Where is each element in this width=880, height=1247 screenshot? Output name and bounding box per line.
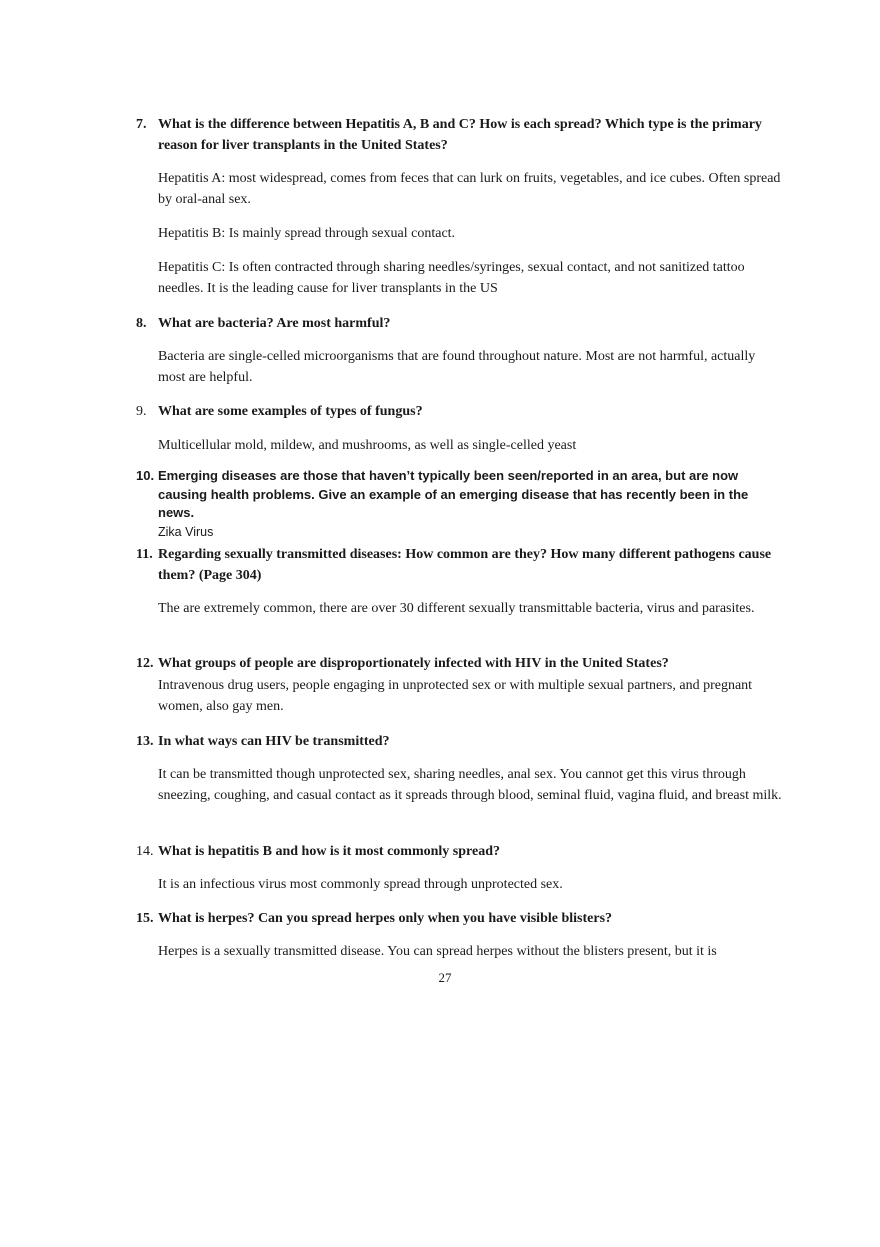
- question-8: [136, 313, 776, 334]
- page-number: 27: [438, 970, 452, 985]
- question-text: In what ways can HIV be transmitted?: [158, 734, 390, 749]
- question-text: What are bacteria? Are most harmful?: [158, 316, 391, 331]
- question-number: 9.: [136, 404, 147, 419]
- question-number: 14.: [136, 844, 154, 859]
- answer-paragraph: It is an infectious virus most commonly spread through unprotected sex.: [158, 877, 563, 892]
- question-14: [136, 841, 776, 862]
- answer-paragraph: Herpes is a sexually transmitted disease. You can spread herpes without the blisters present, but it is: [158, 944, 717, 959]
- question-7: [136, 114, 776, 156]
- answer-paragraph: Zika Virus: [158, 525, 214, 539]
- question-text: What are some examples of types of fungus?: [158, 404, 423, 419]
- question-text: What is herpes? Can you spread herpes only when you have visible blisters?: [158, 911, 613, 926]
- question-15: [136, 908, 776, 929]
- answer-paragraph: Multicellular mold, mildew, and mushrooms, as well as single-celled yeast: [158, 438, 577, 453]
- question-text: What is hepatitis B and how is it most commonly spread?: [158, 844, 501, 859]
- question-number: 13.: [136, 734, 154, 749]
- answer-paragraph: Bacteria are single-celled microorganisms that are found throughout nature. Most are not harmful, actually most are helpful.: [158, 349, 756, 385]
- question-number: 8.: [136, 316, 147, 331]
- question-11: [136, 544, 776, 586]
- answer-paragraph: Intravenous drug users, people engaging in unprotected sex or with multiple sexual partners, and pregnant women, also gay men.: [158, 678, 753, 714]
- question-text: What is the difference between Hepatitis A, B and C? How is each spread? Which type is the primary reason for liver transplants in the United States?: [158, 117, 762, 153]
- question-number: 12.: [136, 656, 154, 671]
- question-number: 15.: [136, 911, 154, 926]
- question-text: What groups of people are disproportionately infected with HIV in the United States?: [158, 656, 669, 671]
- question-text: Regarding sexually transmitted diseases: How common are they? How many different pathogens cause them? (Page 304): [158, 547, 772, 583]
- answer-paragraph: Hepatitis A: most widespread, comes from feces that can lurk on fruits, vegetables, and ice cubes. Often spread by oral-anal sex.: [158, 171, 781, 207]
- answer-paragraph: The are extremely common, there are over 30 different sexually transmittable bacteria, virus and parasites.: [158, 601, 755, 616]
- answer-paragraph: Hepatitis B: Is mainly spread through sexual contact.: [158, 226, 456, 241]
- question-number: 10.: [136, 468, 155, 483]
- answer-paragraph: Hepatitis C: Is often contracted through sharing needles/syringes, sexual contact, and not sanitized tattoo needles. It is the leading cause for liver transplants in the US: [158, 260, 745, 296]
- question-number: 7.: [136, 117, 147, 132]
- question-text: Emerging diseases are those that haven’t typically been seen/reported in an area, but are now causing health problems. Give an example of an emerging disease that has recently been in the news.: [158, 468, 749, 520]
- question-number: 11.: [136, 547, 153, 562]
- answer-paragraph: It can be transmitted though unprotected sex, sharing needles, anal sex. You cannot get this virus through sneezing, coughing, and casual contact as it spreads through blood, seminal fluid, vagina fluid, and breast milk.: [158, 767, 782, 803]
- question-9: [136, 401, 776, 422]
- question-12: [136, 653, 776, 674]
- question-13: [136, 731, 776, 752]
- question-10: [136, 467, 776, 523]
